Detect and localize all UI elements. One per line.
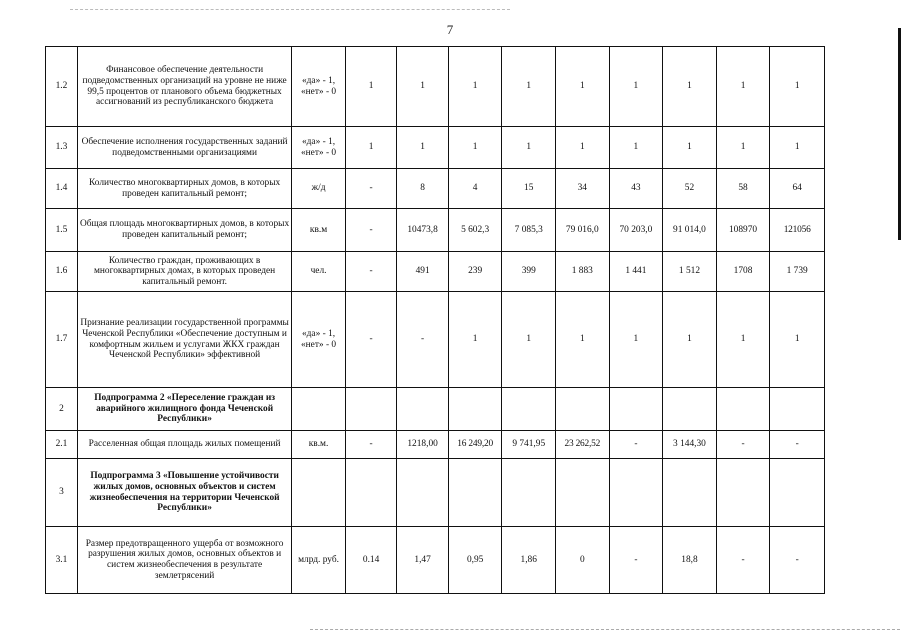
value-cell <box>448 388 502 431</box>
value-cell: 1 <box>770 47 825 127</box>
value-cell: 3 144,30 <box>663 431 717 459</box>
row-number: 2.1 <box>46 431 78 459</box>
value-cell: 7 085,3 <box>502 209 556 252</box>
value-cell: 1 <box>397 127 449 169</box>
value-cell: 1 <box>770 127 825 169</box>
subprogram-title: Подпрограмма 3 «Повышение устойчивости жилых домов, основных объектов и систем жизнеобеспечения на территории Чеченской Республики» <box>77 459 291 527</box>
value-cell: 1,47 <box>397 527 449 594</box>
value-cell <box>502 459 556 527</box>
value-cell: 1 <box>609 47 663 127</box>
value-cell: 0 <box>556 527 610 594</box>
table-row <box>46 431 825 459</box>
table-row <box>46 388 825 431</box>
value-cell: 79 016,0 <box>556 209 610 252</box>
value-cell: - <box>609 431 663 459</box>
value-cell: - <box>716 527 770 594</box>
row-number: 1.6 <box>46 252 78 292</box>
scan-artifact-bottom <box>310 629 900 630</box>
value-cell: 1 <box>448 292 502 388</box>
row-description: Расселенная общая площадь жилых помещений <box>77 431 291 459</box>
value-cell: 108970 <box>716 209 770 252</box>
value-cell: - <box>716 431 770 459</box>
value-cell: 70 203,0 <box>609 209 663 252</box>
value-cell: 23 262,52 <box>556 431 610 459</box>
value-cell: 34 <box>556 169 610 209</box>
row-description: Количество многоквартирных домов, в которых проведен капитальный ремонт; <box>77 169 291 209</box>
value-cell: 239 <box>448 252 502 292</box>
row-description: Признание реализации государственной программы Чеченской Республики «Обеспечение доступным и комфортным жильем и услугами ЖКХ граждан Чеченской Республики» эффективной <box>77 292 291 388</box>
value-cell: - <box>345 209 397 252</box>
value-cell: - <box>770 527 825 594</box>
row-number: 1.3 <box>46 127 78 169</box>
value-cell: 0.14 <box>345 527 397 594</box>
row-description: Обеспечение исполнения государственных заданий подведомственными организациями <box>77 127 291 169</box>
value-cell: - <box>345 252 397 292</box>
value-cell: 1 <box>397 47 449 127</box>
value-cell: 1 <box>448 47 502 127</box>
value-cell <box>609 388 663 431</box>
value-cell: 1 <box>345 127 397 169</box>
value-cell: 1 739 <box>770 252 825 292</box>
value-cell: 16 249,20 <box>448 431 502 459</box>
scan-edge-mark <box>898 28 901 240</box>
scan-artifact-top <box>70 9 510 10</box>
value-cell: 1 <box>448 127 502 169</box>
value-cell: 9 741,95 <box>502 431 556 459</box>
value-cell: 1 <box>716 292 770 388</box>
value-cell: 1 883 <box>556 252 610 292</box>
value-cell: 1 441 <box>609 252 663 292</box>
table-row <box>46 169 825 209</box>
value-cell: - <box>397 292 449 388</box>
value-cell: 10473,8 <box>397 209 449 252</box>
value-cell <box>716 388 770 431</box>
value-cell <box>345 459 397 527</box>
value-cell: - <box>609 527 663 594</box>
value-cell: 1 <box>609 292 663 388</box>
value-cell <box>609 459 663 527</box>
value-cell: 1708 <box>716 252 770 292</box>
row-description: Общая площадь многоквартирных домов, в которых проведен капитальный ремонт; <box>77 209 291 252</box>
value-cell <box>770 459 825 527</box>
table-row <box>46 459 825 527</box>
value-cell: 1 <box>770 292 825 388</box>
row-unit <box>292 388 346 431</box>
table-row <box>46 209 825 252</box>
value-cell: 58 <box>716 169 770 209</box>
row-description: Размер предотвращенного ущерба от возможного разрушения жилых домов, основных объектов и систем жизнеобеспечения в результате землетрясений <box>77 527 291 594</box>
row-number: 1.7 <box>46 292 78 388</box>
value-cell <box>770 388 825 431</box>
row-number: 1.4 <box>46 169 78 209</box>
value-cell: 1 <box>609 127 663 169</box>
value-cell <box>502 388 556 431</box>
value-cell: 4 <box>448 169 502 209</box>
table-row <box>46 292 825 388</box>
row-unit: чел. <box>292 252 346 292</box>
value-cell: 43 <box>609 169 663 209</box>
value-cell: 52 <box>663 169 717 209</box>
indicators-table <box>45 46 825 594</box>
value-cell: 15 <box>502 169 556 209</box>
value-cell: 1 <box>716 47 770 127</box>
value-cell: 5 602,3 <box>448 209 502 252</box>
value-cell: 1 <box>716 127 770 169</box>
value-cell <box>448 459 502 527</box>
value-cell <box>556 459 610 527</box>
value-cell: 1 <box>556 292 610 388</box>
row-number: 1.2 <box>46 47 78 127</box>
value-cell: - <box>345 431 397 459</box>
value-cell: 1 <box>663 292 717 388</box>
value-cell: 491 <box>397 252 449 292</box>
value-cell: 1 512 <box>663 252 717 292</box>
value-cell <box>345 388 397 431</box>
value-cell: 1 <box>556 127 610 169</box>
value-cell <box>397 459 449 527</box>
row-unit: млрд. руб. <box>292 527 346 594</box>
table-row <box>46 47 825 127</box>
value-cell: 1 <box>556 47 610 127</box>
row-number: 3.1 <box>46 527 78 594</box>
page-number: 7 <box>446 22 454 37</box>
value-cell: 64 <box>770 169 825 209</box>
table-row <box>46 127 825 169</box>
row-number: 3 <box>46 459 78 527</box>
value-cell: 0,95 <box>448 527 502 594</box>
value-cell <box>663 388 717 431</box>
value-cell: 91 014,0 <box>663 209 717 252</box>
value-cell: 1 <box>663 127 717 169</box>
value-cell <box>663 459 717 527</box>
row-unit <box>292 459 346 527</box>
row-number: 1.5 <box>46 209 78 252</box>
row-unit: «да» - 1, «нет» - 0 <box>292 292 346 388</box>
value-cell <box>716 459 770 527</box>
row-unit: «да» - 1, «нет» - 0 <box>292 127 346 169</box>
value-cell: 1,86 <box>502 527 556 594</box>
value-cell: - <box>345 169 397 209</box>
row-description: Количество граждан, проживающих в многоквартирных домах, в которых проведен капитальный ремонт. <box>77 252 291 292</box>
row-unit: кв.м <box>292 209 346 252</box>
row-unit: ж/д <box>292 169 346 209</box>
value-cell <box>397 388 449 431</box>
table-row <box>46 527 825 594</box>
row-number: 2 <box>46 388 78 431</box>
value-cell: - <box>345 292 397 388</box>
value-cell: - <box>770 431 825 459</box>
value-cell <box>556 388 610 431</box>
row-description: Финансовое обеспечение деятельности подведомственных организаций на уровне не ниже 99,5 процентов от планового объема бюджетных ассигнований из республиканского бюджета <box>77 47 291 127</box>
row-unit: «да» - 1, «нет» - 0 <box>292 47 346 127</box>
row-unit: кв.м. <box>292 431 346 459</box>
value-cell: 1 <box>502 127 556 169</box>
value-cell: 1 <box>502 292 556 388</box>
value-cell: 18,8 <box>663 527 717 594</box>
value-cell: 8 <box>397 169 449 209</box>
value-cell: 1 <box>345 47 397 127</box>
value-cell: 1 <box>502 47 556 127</box>
value-cell: 1218,00 <box>397 431 449 459</box>
value-cell: 121056 <box>770 209 825 252</box>
value-cell: 1 <box>663 47 717 127</box>
subprogram-title: Подпрограмма 2 «Переселение граждан из аварийного жилищного фонда Чеченской Республики» <box>77 388 291 431</box>
value-cell: 399 <box>502 252 556 292</box>
table-row <box>46 252 825 292</box>
